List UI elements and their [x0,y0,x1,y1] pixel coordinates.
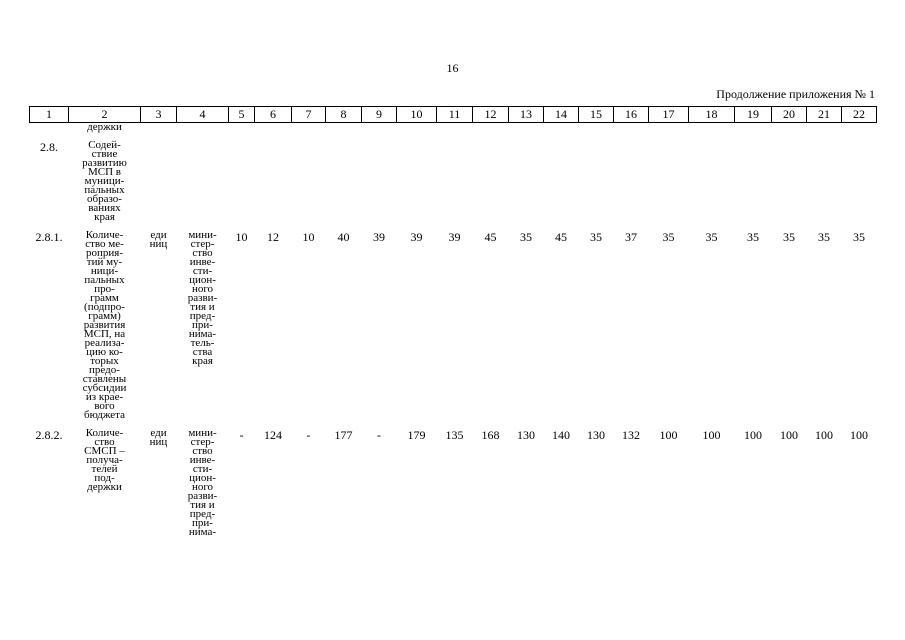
column-header: 8 [326,107,362,123]
year-value-cell: 39 [410,230,423,244]
year-value-cell: 12 [267,230,279,244]
year-value-cell [292,132,326,222]
year-value-cell: 168 [481,428,500,442]
year-value-cell [579,123,614,133]
table-row [30,222,877,420]
year-value-cell [326,123,362,133]
column-header: 2 [69,107,141,123]
appendix-continuation-label: Продолжение приложения № 1 [716,87,875,101]
table-row [30,420,877,537]
unit-of-measure [141,123,177,133]
column-header: 14 [544,107,579,123]
year-value-cell [772,132,807,222]
year-value-cell [397,132,437,222]
column-header: 20 [772,107,807,123]
year-value-cell: - [306,428,311,442]
row-code [30,123,69,133]
row-code: 2.8.1. [35,230,63,244]
year-value-cell: 35 [705,230,718,244]
year-value-cell [229,123,255,133]
column-header: 9 [362,107,397,123]
year-value-cell: 45 [555,230,567,244]
year-value-cell: 35 [853,230,865,244]
year-value-cell: 35 [520,230,532,244]
indicator-name: держки [87,121,122,133]
year-value-cell [473,123,509,133]
year-value-cell: 100 [850,428,868,442]
column-header: 5 [229,107,255,123]
year-value-cell: 37 [625,230,637,244]
unit-of-measure [141,132,177,222]
year-value-cell [509,123,544,133]
year-value-cell [614,132,649,222]
table-row [30,123,877,133]
row-code: 2.8. [40,140,58,154]
year-value-cell: 177 [334,428,353,442]
year-value-cell: 100 [659,428,678,442]
indicator-name: Количе- ство ме- роприя- тий му- ници- пальных про- грамм (подпро- грамм) развития МСП, на реализа- цию ко- торых предо- ставлены субсидии из крае- вого бюджета [82,229,127,421]
column-header: 22 [842,107,877,123]
year-value-cell [689,123,735,133]
column-header: 6 [255,107,292,123]
column-header: 16 [614,107,649,123]
year-value-cell: - [239,428,244,442]
year-value-cell: 124 [264,428,282,442]
table-row [30,132,877,222]
year-value-cell [362,132,397,222]
indicator-name: Содей- ствие развитию МСП в муници- пальных образо- ваниях края [82,139,127,223]
year-value-cell [292,123,326,133]
year-value-cell [735,132,772,222]
row-code: 2.8.2. [35,428,63,442]
responsible-body: мини- стер- ство инве- сти- цион- ного разви- тия и пред- при- нима- [187,427,218,538]
year-value-cell [614,123,649,133]
year-value-cell: 132 [622,428,640,442]
year-value-cell: 45 [484,230,497,244]
column-header: 12 [473,107,509,123]
column-header: 1 [30,107,69,123]
year-value-cell: 10 [235,230,248,244]
year-value-cell [842,132,877,222]
year-value-cell: 10 [302,230,315,244]
responsible-body: мини- стер- ство инве- сти- цион- ного разви- тия и пред- при- нима- тель- ства края [187,229,218,367]
column-number-row [30,107,877,123]
column-header: 15 [579,107,614,123]
year-value-cell: 140 [552,428,570,442]
year-value-cell [807,123,842,133]
year-value-cell [807,132,842,222]
column-header: 13 [509,107,544,123]
responsible-body [177,123,229,133]
responsible-body [177,132,229,222]
column-header: 10 [397,107,437,123]
column-header: 4 [177,107,229,123]
year-value-cell [842,123,877,133]
year-value-cell [544,132,579,222]
column-header: 17 [649,107,689,123]
year-value-cell [362,123,397,133]
year-value-cell [579,132,614,222]
year-value-cell: 35 [818,230,830,244]
year-value-cell: 100 [702,428,721,442]
year-value-cell: 100 [744,428,762,442]
column-header: 11 [437,107,473,123]
year-value-cell [229,132,255,222]
year-value-cell [689,132,735,222]
year-value-cell [437,123,473,133]
page-number: 16 [446,61,459,75]
column-header: 3 [141,107,177,123]
column-header: 18 [689,107,735,123]
year-value-cell [437,132,473,222]
year-value-cell [255,123,292,133]
year-value-cell [649,132,689,222]
year-value-cell: 39 [373,230,385,244]
year-value-cell: 40 [337,230,350,244]
year-value-cell [255,132,292,222]
year-value-cell: 35 [590,230,602,244]
year-value-cell: 35 [662,230,675,244]
year-value-cell [544,123,579,133]
indicator-name: Количе- ство СМСП – получа- телей под- держки [84,427,125,493]
column-header: 19 [735,107,772,123]
year-value-cell [397,123,437,133]
year-value-cell: - [377,428,381,442]
year-value-cell: 39 [448,230,461,244]
year-value-cell [649,123,689,133]
year-value-cell: 130 [517,428,535,442]
year-value-cell: 130 [587,428,605,442]
year-value-cell: 100 [815,428,833,442]
column-header: 7 [292,107,326,123]
year-value-cell: 179 [407,428,426,442]
year-value-cell: 35 [747,230,759,244]
column-header: 21 [807,107,842,123]
unit-of-measure: еди ниц [149,427,168,448]
year-value-cell [735,123,772,133]
unit-of-measure: еди ниц [149,229,168,250]
year-value-cell [326,132,362,222]
year-value-cell: 100 [780,428,798,442]
year-value-cell [509,132,544,222]
indicators-table [29,106,877,537]
year-value-cell [473,132,509,222]
year-value-cell: 35 [783,230,795,244]
year-value-cell: 135 [445,428,464,442]
year-value-cell [772,123,807,133]
